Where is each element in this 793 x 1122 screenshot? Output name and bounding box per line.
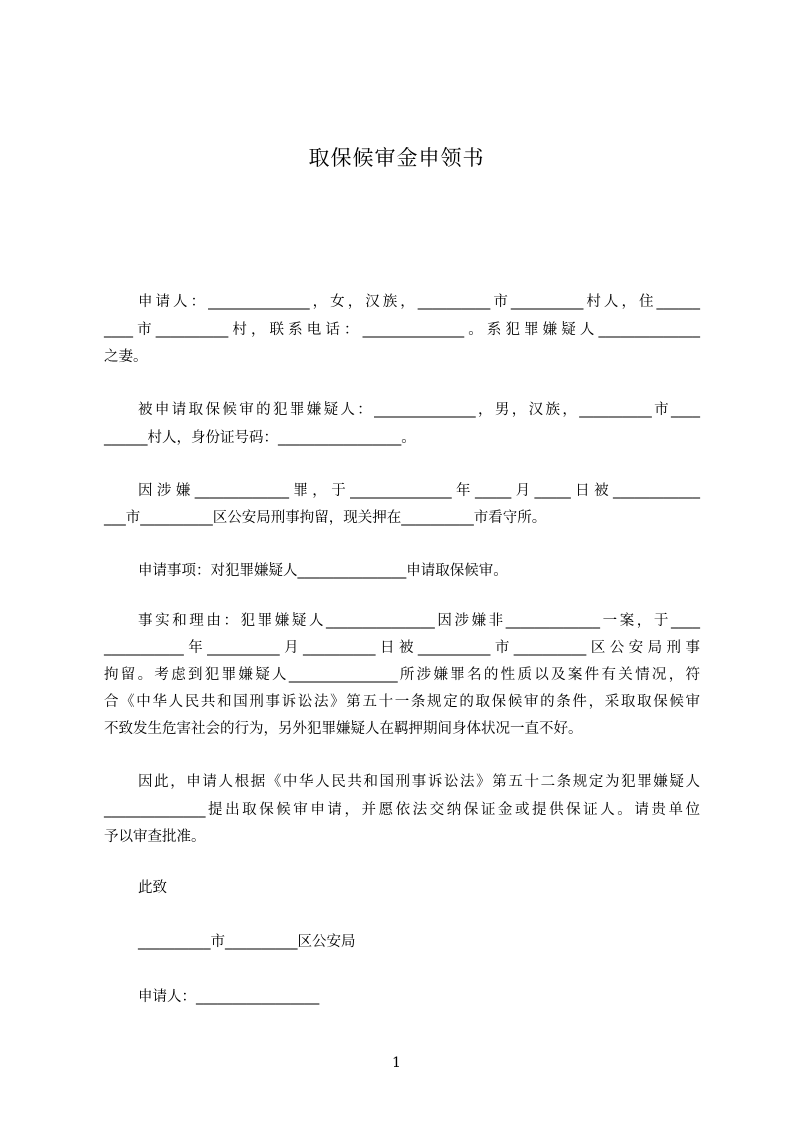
detention-info-line-2: ___市__________区公安局刑事拘留，现关押在__________市看守所。: [104, 510, 547, 526]
applicant-signature: 申请人：_________________: [138, 989, 320, 1005]
salutation: 此致: [138, 880, 167, 896]
request-line-3: 予以审查批准。: [104, 829, 206, 845]
facts-reasons-line-1: 事实和理由：犯罪嫌疑人_______________因涉嫌非_____________一案，于____: [138, 613, 700, 629]
applicant-info-line-2: ____市__________村，联系电话：______________。系犯罪嫌疑人______________: [104, 322, 700, 338]
facts-reasons-line-5: 不致发生危害社会的行为，另外犯罪嫌疑人在羁押期间身体状况一直不好。: [104, 721, 583, 737]
applicant-info-line-1: 申请人：______________，女，汉族，__________市__________村人，住______: [138, 294, 700, 310]
facts-reasons-line-4: 合《中华人民共和国刑事诉讼法》第五十一条规定的取保候审的条件，采取取保候审: [104, 694, 700, 710]
request-line-2: ______________提出取保候审申请，并愿依法交纳保证金或提供保证人。请贵单位: [104, 802, 700, 818]
request-line-1: 因此，申请人根据《中华人民共和国刑事诉讼法》第五十二条规定为犯罪嫌疑人: [138, 774, 700, 790]
suspect-info-line-1: 被申请取保候审的犯罪嫌疑人：______________，男，汉族，__________市____: [138, 402, 700, 418]
facts-reasons-line-2: ___________年__________月__________日被__________市__________区公安局刑事: [104, 640, 700, 656]
recipient-bureau: __________市__________区公安局: [138, 934, 356, 950]
facts-reasons-line-3: 拘留。考虑到犯罪嫌疑人_______________所涉嫌罪名的性质以及案件有关情况，符: [104, 667, 700, 683]
detention-info-line-1: 因涉嫌_____________罪，于______________年_____月_____日被____________: [138, 483, 700, 499]
page-number: 1: [392, 1055, 401, 1071]
application-matter: 申请事项：对犯罪嫌疑人_______________申请取保候审。: [138, 563, 508, 579]
document-title: 取保候审金申领书: [308, 146, 485, 170]
applicant-info-line-3: 之妻。: [104, 349, 148, 365]
suspect-info-line-2: ______村人，身份证号码：_________________。: [104, 430, 416, 446]
